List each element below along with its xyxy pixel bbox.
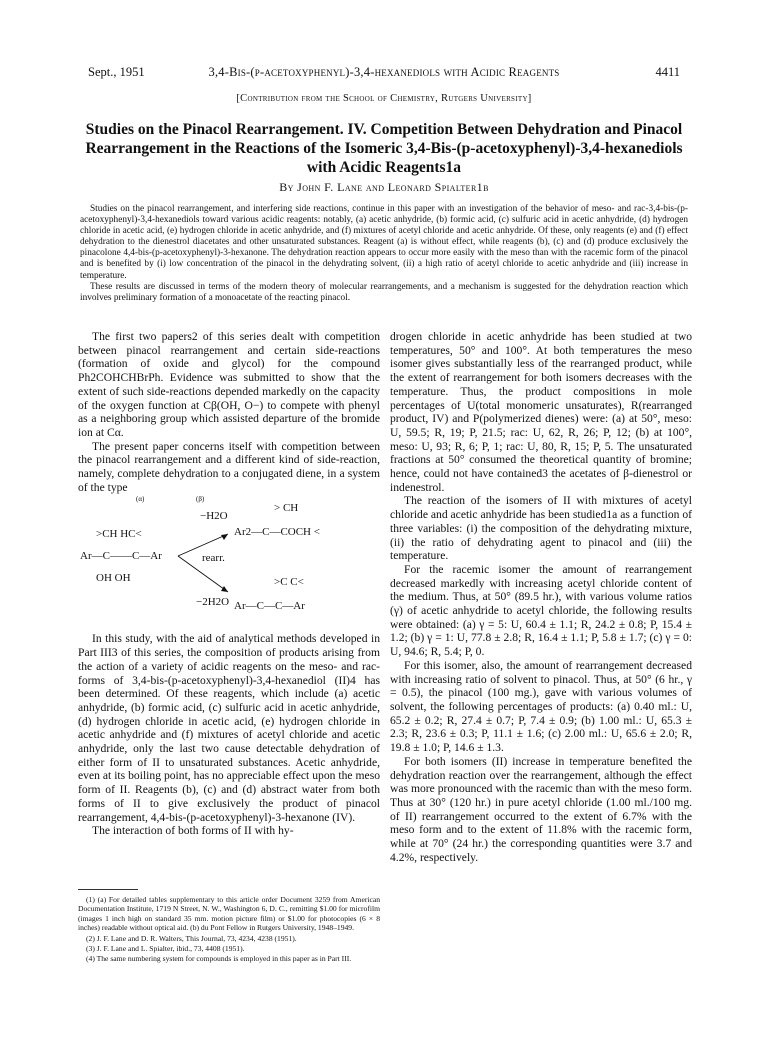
- header-page-number: 4411: [655, 65, 680, 79]
- footnotes: [78, 895, 380, 965]
- product1-top: > CH: [274, 502, 299, 515]
- contribution-line: [Contribution from the School of Chemistry, Rutgers University]: [236, 93, 532, 104]
- right-paragraph-5: For both isomers (II) increase in temperature benefited the dehydration reaction over the rearrangement, although the effect was more pronounced with the racemic than with the meso form. Thus at 30° (120 hr.) in pure acetyl chloride (1.00 ml./100 mg. of II) rearrangement occurred to the extent of 6.7% with the meso form and to the extent of 11.8% with the racemic form, while at 70° (24 hr.) the corresponding quantities were 3.7 and 4.2%, respectively.: [390, 754, 692, 864]
- reagent-water-loss: −H2O: [200, 510, 228, 523]
- left-paragraph-1: The first two papers2 of this series dealt with competition between pinacol rearrangement and certain side-reactions (formation of oxide and glycol) for the compound Ph2COHCHBrPh. Evidence was submitted to show that the extent of such side-reactions depended markedly on the capacity of the oxygen function at Cβ(OH, O−) to compete with phenyl as a neighboring group which assisted departure of the bromide ion at Cα.: [78, 330, 380, 439]
- footnote-rule: [78, 889, 138, 890]
- footnote-4: (4) The same numbering system for compounds is employed in this paper as in Part III.: [86, 954, 352, 964]
- article-title: Studies on the Pinacol Rearrangement. IV. Competition Between Dehydration and Pinacol Rearrangement in the Reactions of the Isomeric 3,4-Bis-(p-acetoxyphenyl)-3,4-hexanediols with Acidic Reagents1a: [85, 121, 683, 176]
- product1-main: Ar2—C—COCH <: [234, 526, 320, 539]
- alpha-label: (α): [136, 495, 145, 504]
- header-running-title: 3,4-Bis-(p-acetoxyphenyl)-3,4-hexanediols with Acidic Reagents: [208, 65, 560, 79]
- right-column: [390, 330, 692, 864]
- reactant-main: Ar—C——C—Ar: [80, 550, 162, 563]
- footnote-2: (2) J. F. Lane and D. R. Walters, This Journal, 73, 4234, 4238 (1951).: [86, 933, 297, 943]
- abstract-paragraph-1: Studies on the pinacol rearrangement, and interfering side reactions, continue in this paper with an investigation of the behavior of meso- and rac-3,4-bis-(p-acetoxyphenyl)-3,4-hexanediols toward various acidic reagents: notably, (a) acetic anhydride, (b) formic acid, (c) sulfuric acid in acetic anhydride, (d) hydrogen chloride in acetic acid, (e) hydrogen chloride in acetic anhydride, and (f) mixtures of acetyl chloride and acetic anhydride. Of these, only reagents (e) and (f) effect dehydration to the dienestrol diacetates and other unsaturated substances. Reagent (a) is without effect, while reagents (b), (c) and (d) produce exclusively the pinacolone 4,4-bis-(p-acetoxyphenyl)-3-hexanone. The dehydration reaction appears to occur more easily with the meso than with the racemic form of the pinacol and is benefited by (i) low concentration of the pinacol in the dehydrating solvent, (ii) a high ratio of acetyl chloride to acetic anhydride and (iii) increase in temperature.: [80, 204, 688, 281]
- abstract-paragraph-2: These results are discussed in terms of the modern theory of molecular rearrangements, and a mechanism is suggested for the dehydration reaction which involves preliminary formation of a monoacetate of the reacting pinacol.: [80, 281, 688, 303]
- right-paragraph-2: The reaction of the isomers of II with mixtures of acetyl chloride and acetic anhydride has been studied1a as a function of three variables: (i) the composition of the dehydrating mixture, (ii) the ratio of dehydrating agent to pinacol and (iii) the temperature.: [390, 494, 692, 563]
- footnote-1: (1) (a) For detailed tables supplementary to this article order Document 3259 from American Documentation Institute, 1719 N Street, N. W., Washington 6, D. C., remitting $1.00 for microfilm (images 1 inch high on standard 35 mm. motion picture film) or $1.00 for photocopies (6 × 8 inches) readable without optical aid. (b) du Pont Fellow in Rutgers University, 1948–1949.: [78, 895, 380, 933]
- abstract: [80, 204, 688, 304]
- left-paragraph-2: The present paper concerns itself with competition between the pinacol rearrangement and a different kind of side-reaction, namely, complete dehydration to a conjugated diene, in a system of the type: [78, 439, 380, 494]
- product2-top: >C C<: [274, 576, 304, 589]
- reagent-rearrangement: rearr.: [202, 552, 225, 565]
- reactant-bottom: OH OH: [96, 572, 131, 585]
- reactant-top: >CH HC<: [96, 528, 142, 541]
- right-paragraph-4: For this isomer, also, the amount of rearrangement decreased with increasing ratio of solvent to pinacol. Thus, at 50° (6 hr., γ = 0.5), the pinacol (100 mg.), gave with various volumes of solvent, the following percentages of products: (a) 0.40 ml.: U, 65.2 ± 0.2; R, 27.4 ± 0.7; P, 7.4 ± 0.9; (b) 1.00 ml.: U, 65.3 ± 2.3; R, 23.6 ± 0.3; P, 11.1 ± 1.6; (c) 2.00 ml.: U, 65.6 ± 2.0; R, 19.8 ± 1.0; P, 14.6 ± 1.3.: [390, 658, 692, 755]
- left-paragraph-3: In this study, with the aid of analytical methods developed in Part III3 of this series, the composition of products arising from the action of a variety of acidic reagents on the meso- and rac-forms of 3,4-bis-(p-acetoxyphenyl)-3,4-hexanediol (II)4 has been determined. Of these reagents, which include (a) acetic anhydride, (b) formic acid, (c) sulfuric acid in acetic anhydride, (d) hydrogen chloride in acetic acid, (e) hydrogen chloride in acetic anhydride and (f) mixtures of acetyl chloride and acetic anhydride, only the last two cause detectable dehydration of either form of II to unsaturated substances. Acetic anhydride, even at its boiling point, has no appreciable effect upon the meso form of II. Reagents (b), (c) and (d) abstract water from both forms of II to give exclusively the product of pinacol rearrangement, 4,4-bis-(p-acetoxyphenyl)-3-hexanone (IV).: [78, 632, 380, 824]
- running-header: [88, 65, 680, 83]
- right-paragraph-1: drogen chloride in acetic anhydride has been studied at two temperatures, 50° and 100°. At both temperatures the meso isomer gives substantially less of the rearranged product, while the extent of rearrangement for both isomers decreases with the temperature. Thus, the product compositions in mole percentages of U(total monomeric unsaturates), R(rearranged product, IV) and P(polymerized dienes) were: (a) at 50°, meso: U, 59.5; R, 19; P, 21.5; rac: U, 62, R, 26; P, 12; (b) at 100°, meso: U, 93; R, 6; P, 1; rac: U, 80, R, 15; P, 5. The unsaturated fractions at 50° consumed the theoretical quantity of bromine; hence, could not have contained3 the acetates of β-dienestrol or indenestrol.: [390, 330, 692, 494]
- right-paragraph-3: For the racemic isomer the amount of rearrangement decreased markedly with increasing acetyl chloride content of the medium. Thus, at 50° (89.5 hr.), with various volume ratios (γ) of acetic anhydride to acetyl chloride, the following results were obtained: (a) γ = 5: U, 60.4 ± 1.1; R, 24.2 ± 0.8; P, 15.4 ± 1.2; (b) γ = 1: U, 77.8 ± 2.8; R, 16.4 ± 1.1; P, 5.8 ± 1.7; (c) γ = 0: U, 94.6; R, 5.4; P, 0.: [390, 562, 692, 659]
- article-authors: By John F. Lane and Leonard Spialter1b: [279, 180, 489, 194]
- footnote-3: (3) J. F. Lane and L. Spialter, ibid., 73, 4408 (1951).: [86, 944, 245, 954]
- reaction-scheme: [78, 496, 380, 628]
- reagent-double-water-loss: −2H2O: [196, 596, 230, 609]
- header-date: Sept., 1951: [88, 65, 145, 79]
- left-paragraph-4: The interaction of both forms of II with hy-: [92, 824, 294, 838]
- beta-label: (β): [196, 495, 205, 504]
- product2-main: Ar—C—C—Ar: [234, 600, 305, 613]
- left-column: [78, 330, 380, 838]
